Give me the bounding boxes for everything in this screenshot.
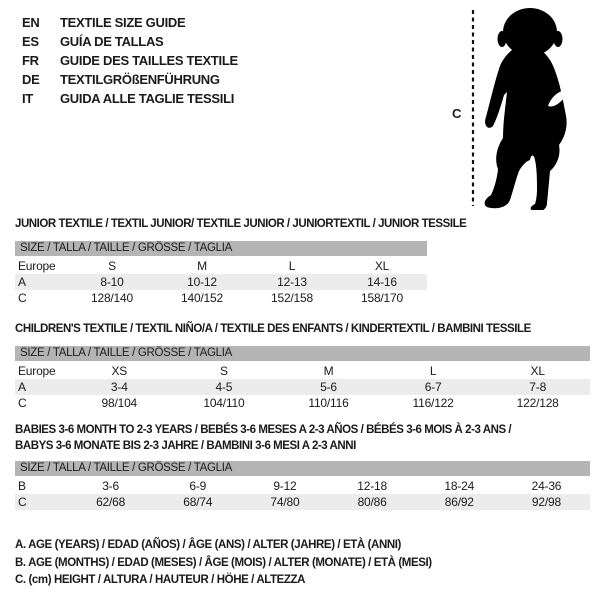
size-cell: 14-16 bbox=[367, 275, 397, 289]
babies-size-table bbox=[15, 461, 590, 510]
size-cell: 86/92 bbox=[444, 495, 474, 509]
size-cell: 18-24 bbox=[444, 479, 475, 493]
table-row bbox=[15, 363, 590, 379]
language-list bbox=[22, 13, 238, 108]
size-cell: 152/158 bbox=[271, 291, 313, 305]
language-label: GUIDE DES TAILLES TEXTILE bbox=[60, 53, 238, 68]
language-row bbox=[22, 70, 238, 89]
language-label: GUÍA DE TALLAS bbox=[60, 34, 164, 49]
size-cell: S bbox=[108, 259, 116, 273]
junior-section-title: JUNIOR TEXTILE / TEXTIL JUNIOR/ TEXTILE JUNIOR / JUNIORTEXTIL / JUNIOR TESSILE bbox=[15, 218, 467, 230]
size-cell: S bbox=[219, 364, 228, 378]
language-code: ES bbox=[22, 34, 39, 49]
language-row bbox=[22, 32, 238, 51]
row-label: Europe bbox=[18, 259, 56, 273]
size-cell: 92/98 bbox=[531, 495, 561, 509]
height-measure-label: C bbox=[452, 106, 462, 121]
size-cell: 24-36 bbox=[531, 479, 562, 493]
babies-title-line2: BABYS 3-6 MONATE BIS 2-3 JAHRE / BAMBINI 3-6 MESI A 2-3 ANNI bbox=[15, 439, 356, 452]
size-cell: 110/116 bbox=[308, 396, 349, 410]
table-row bbox=[15, 379, 590, 395]
size-header-bar: SIZE / TALLA / TAILLE / GRÖSSE / TAGLIA bbox=[15, 346, 590, 361]
language-label: TEXTILE SIZE GUIDE bbox=[60, 15, 186, 30]
children-size-table bbox=[15, 346, 590, 411]
table-row bbox=[15, 258, 427, 274]
size-cell: 12-18 bbox=[357, 479, 387, 493]
table-row bbox=[15, 494, 590, 510]
language-code: DE bbox=[22, 72, 40, 87]
size-cell: 122/128 bbox=[516, 396, 559, 410]
size-cell: 3-4 bbox=[110, 380, 128, 394]
size-cell: 12-13 bbox=[277, 275, 307, 289]
size-cell: M bbox=[323, 364, 334, 378]
size-cell: 68/74 bbox=[183, 495, 213, 509]
table-row bbox=[15, 290, 427, 306]
language-row bbox=[22, 51, 238, 70]
size-cell: 74/80 bbox=[270, 495, 300, 509]
footnote-c: C. (cm) HEIGHT / ALTURA / HAUTEUR / HÖHE / ALTEZZA bbox=[15, 574, 306, 586]
size-cell: 62/68 bbox=[96, 495, 126, 509]
footnote-b: B. AGE (MONTHS) / EDAD (MESES) / ÂGE (MOIS) / ALTER (MONATE) / ETÀ (MESI) bbox=[15, 556, 432, 569]
language-row bbox=[22, 13, 238, 32]
children-section-title: CHILDREN'S TEXTILE / TEXTIL NIÑO/A / TEXTILE DES ENFANTS / KINDERTEXTIL / BAMBINI TESSILE bbox=[15, 323, 531, 335]
table-row bbox=[15, 274, 427, 290]
footnote-a: A. AGE (YEARS) / EDAD (AÑOS) / ÂGE (ANS) / ALTER (JAHRE) / ETÀ (ANNI) bbox=[15, 539, 401, 551]
language-label: TEXTILGRÖßENFÜHRUNG bbox=[60, 72, 220, 87]
size-cell: XL bbox=[374, 259, 390, 273]
size-cell: 10-12 bbox=[187, 275, 217, 289]
language-code: FR bbox=[22, 53, 39, 68]
size-header-bar: SIZE / TALLA / TAILLE / GRÖSSE / TAGLIA bbox=[15, 241, 427, 256]
size-cell: 4-5 bbox=[215, 380, 233, 394]
babies-section-title bbox=[15, 423, 511, 454]
row-label: A bbox=[18, 380, 26, 394]
baby-silhouette-icon bbox=[479, 5, 579, 210]
size-cell: 5-6 bbox=[320, 380, 337, 394]
row-label: C bbox=[18, 396, 27, 410]
junior-size-table bbox=[15, 241, 427, 306]
babies-title-line1: BABIES 3-6 MONTH TO 2-3 YEARS / BEBÉS 3-6 MESES A 2-3 AÑOS / BÉBÉS 3-6 MOIS À 2-3 ANS / bbox=[15, 424, 512, 436]
size-cell: M bbox=[197, 259, 207, 273]
size-cell: 104/110 bbox=[203, 396, 245, 410]
language-label: GUIDA ALLE TAGLIE TESSILI bbox=[60, 91, 235, 106]
table-row bbox=[15, 478, 590, 494]
size-cell: XL bbox=[530, 364, 545, 378]
height-measure-line bbox=[469, 8, 477, 208]
size-cell: 3-6 bbox=[102, 479, 119, 493]
row-label: A bbox=[18, 275, 26, 289]
size-cell: L bbox=[288, 259, 296, 273]
row-label: Europe bbox=[18, 364, 56, 378]
size-cell: 9-12 bbox=[273, 479, 297, 493]
table-row bbox=[15, 395, 590, 411]
language-row bbox=[22, 89, 238, 108]
language-code: EN bbox=[22, 15, 40, 30]
language-code: IT bbox=[22, 91, 33, 106]
row-label: C bbox=[18, 495, 27, 509]
size-cell: XS bbox=[111, 364, 128, 378]
size-cell: 6-9 bbox=[189, 479, 207, 493]
size-cell: 8-10 bbox=[100, 275, 124, 289]
size-cell: 128/140 bbox=[91, 291, 133, 305]
row-label: C bbox=[18, 291, 27, 305]
size-cell: 140/152 bbox=[181, 291, 223, 305]
size-cell: 80/86 bbox=[357, 495, 387, 509]
size-cell: 116/122 bbox=[412, 396, 454, 410]
size-cell: 7-8 bbox=[529, 380, 547, 394]
size-cell: 158/170 bbox=[361, 291, 403, 305]
size-cell: 6-7 bbox=[424, 380, 442, 394]
footnotes bbox=[15, 537, 432, 590]
size-cell: 98/104 bbox=[101, 396, 138, 410]
row-label: B bbox=[18, 479, 26, 493]
size-cell: L bbox=[429, 364, 437, 378]
size-header-bar: SIZE / TALLA / TAILLE / GRÖSSE / TAGLIA bbox=[15, 461, 590, 476]
